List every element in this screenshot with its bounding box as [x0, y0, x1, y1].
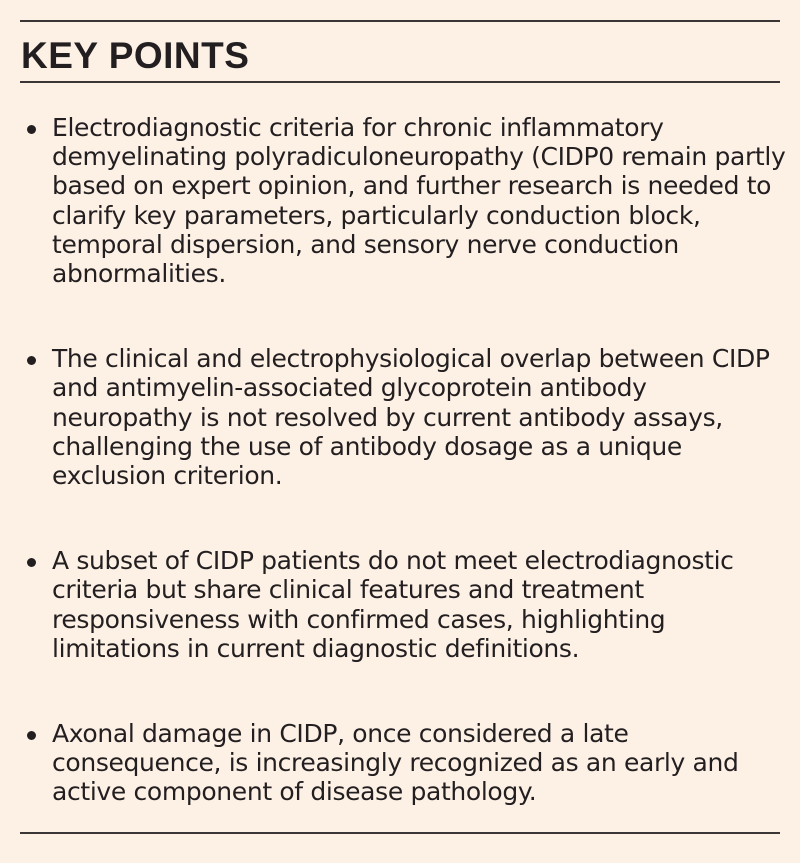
list-item [0, 719, 800, 807]
bullet-icon [27, 731, 36, 740]
top-rule [20, 20, 780, 22]
point-text: A subset of CIDP patients do not meet electrodiagnostic criteria but share clinical features and treatment responsiveness with confirmed cases, highlighting limitations in current diagnostic definitions. [52, 546, 734, 663]
section-title: KEY POINTS [21, 35, 250, 76]
list-item [0, 344, 800, 490]
point-text: Axonal damage in CIDP, once considered a late consequence, is increasingly recognized as an early and active component of disease pathology. [52, 719, 739, 807]
point-text: The clinical and electrophysiological overlap between CIDP and antimyelin-associated glycoprotein antibody neuropathy is not resolved by current antibody assays, challenging the use of antibody dosage as a unique exclusion criterion. [52, 344, 770, 491]
list-item [0, 113, 800, 288]
point-text: Electrodiagnostic criteria for chronic inflammatory demyelinating polyradiculoneuropathy (CIDP0 remain partly based on expert opinion, and further research is needed to clarify key parameters, particularly conduction block, temporal dispersion, and sensory nerve conduction abnormalities. [52, 113, 786, 289]
list-item [0, 546, 800, 663]
key-points-list [0, 113, 800, 863]
bullet-icon [27, 356, 36, 365]
bullet-icon [27, 558, 36, 567]
bottom-rule [20, 832, 780, 834]
title-rule [20, 81, 780, 83]
bullet-icon [27, 125, 36, 134]
